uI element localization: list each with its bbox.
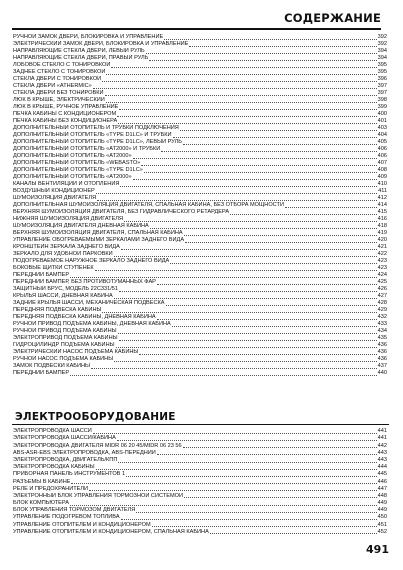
dot-leader xyxy=(89,490,377,491)
toc-entry[interactable] xyxy=(13,104,387,111)
dot-leader xyxy=(119,109,376,110)
toc-entry-title: НИЖНЯЯ ШУМОИЗОЛЯЦИЯ ДВИГАТЕЛЯ xyxy=(13,216,124,222)
toc-entry[interactable] xyxy=(13,34,387,41)
toc-entry[interactable] xyxy=(13,507,387,514)
toc-entry-page: 427 xyxy=(377,293,387,299)
toc-entry-title: ВОЗДУШНЫЙ КОНДИЦИОНЕР xyxy=(13,188,95,194)
toc-entry-page: 441 xyxy=(377,435,387,442)
toc-entry-page: 434 xyxy=(377,328,387,334)
dot-leader xyxy=(106,102,377,103)
dot-leader xyxy=(146,53,377,54)
toc-entry-title: РУЧНОЙ ПРИВОД ПОДЪЕМА КАБИНЫ, ДНЕВНАЯ КАБИНА xyxy=(13,321,171,327)
dot-leader xyxy=(116,347,377,348)
dot-leader xyxy=(133,158,377,159)
toc-entry-title: НАПРАВЛЯЮЩИЕ СТЕКЛА ДВЕРИ, ЛЕВЫЙ РУЛЬ xyxy=(13,48,145,54)
toc-entry-page: 400 xyxy=(377,111,387,117)
toc-entry-title: УПРАВЛЕНИЕ ОБОГРЕВАЕМЫМИ ЗЕРКАЛАМИ ЗАДНЕГО ВИДА xyxy=(13,237,185,243)
toc-entry-page: 446 xyxy=(377,478,387,485)
toc-entry-title: СТЕКЛА ДВЕРИ «ATHERMIC» xyxy=(13,83,92,89)
toc-entry-page: 392 xyxy=(377,34,387,40)
dot-leader xyxy=(133,179,377,180)
toc-entry-page: 401 xyxy=(377,118,387,124)
dot-leader xyxy=(230,214,377,215)
toc-entry-title: ВЕРХНЯЯ ШУМОИЗОЛЯЦИЯ ДВИГАТЕЛЯ, БЕЗ ГИДРАВЛИЧЕСКОГО РЕТАРДЕРА xyxy=(13,209,230,215)
dot-leader xyxy=(149,60,376,61)
toc-entry-page: 406 xyxy=(377,153,387,159)
toc-entry[interactable] xyxy=(13,464,387,471)
dot-leader xyxy=(157,454,377,455)
toc-entry[interactable] xyxy=(13,237,387,244)
toc-entry-page: 411 xyxy=(378,188,387,194)
section-title: ЭЛЕКТРООБОРУДОВАНИЕ xyxy=(15,411,176,423)
toc-entry-title: ПРИБОРНАЯ ПАНЕЛЬ ИНСТРУМЕНТОВ 1 xyxy=(13,471,126,478)
toc-entry-page: 436 xyxy=(377,349,387,355)
toc-entry-page: 399 xyxy=(377,104,387,110)
toc-entry-title: ЗАЩИТНЫЙ БРУС, МОДЕЛЬ 22С331/51 xyxy=(13,286,119,292)
toc-list xyxy=(13,34,387,377)
dot-leader xyxy=(114,298,377,299)
toc-entry[interactable] xyxy=(13,216,387,223)
toc-entry[interactable] xyxy=(13,230,387,237)
toc-entry-title: ПОДОГРЕВАЕМОЕ НАРУЖНОЕ ЗЕРКАЛО ЗАДНЕГО ВИДА xyxy=(13,258,170,264)
dot-leader xyxy=(184,497,377,498)
dot-leader xyxy=(117,440,377,441)
toc-entry-page: 416 xyxy=(377,216,387,222)
dot-leader xyxy=(70,277,377,278)
toc-entry-title: ДОПОЛНИТЕЛЬНЫЙ ОТОПИТЕЛЬ «TYPE D1LC» И ТРУБКИ xyxy=(13,132,172,138)
toc-entry-page: 397 xyxy=(377,90,387,96)
toc-entry[interactable] xyxy=(13,457,387,464)
toc-entry-page: 419 xyxy=(377,230,387,236)
section-toc-list xyxy=(13,428,387,536)
toc-entry[interactable] xyxy=(13,442,387,449)
toc-entry-page: 441 xyxy=(377,428,387,435)
toc-entry-page: 426 xyxy=(377,286,387,292)
dot-leader xyxy=(136,512,376,513)
dot-leader xyxy=(166,305,377,306)
dot-leader xyxy=(120,186,376,187)
toc-entry-title: ЭЛЕКТРОПРОВОДКА, ДВИГАТЕЛЬ/КПП xyxy=(13,456,118,463)
toc-entry-title: ЗАДНИЕ КРЫЛЬЯ ШАССИ, МЕХАНИЧЕСКАЯ ПОДВЕСКА xyxy=(13,300,165,306)
dot-leader xyxy=(119,291,377,292)
toc-entry-page: 440 xyxy=(377,370,387,376)
dot-leader xyxy=(121,249,377,250)
toc-entry[interactable] xyxy=(13,370,387,377)
toc-entry[interactable] xyxy=(13,55,387,62)
dot-leader xyxy=(97,200,377,201)
section-divider xyxy=(12,424,389,425)
dot-leader xyxy=(93,88,377,89)
dot-leader xyxy=(184,235,377,236)
toc-entry-title: НАПРАВЛЯЮЩИЕ СТЕКЛА ДВЕРИ, ПРАВЫЙ РУЛЬ xyxy=(13,55,149,61)
toc-entry-title: ЭЛЕКТРИЧЕСКИЙ ЗАМОК ДВЕРИ, БЛОКИРОВКА И УПРАВЛЕНИЕ xyxy=(13,41,189,47)
toc-entry[interactable] xyxy=(13,174,387,181)
toc-entry-page: 403 xyxy=(377,125,387,131)
toc-entry[interactable] xyxy=(13,265,387,272)
dot-leader xyxy=(121,519,377,520)
dot-leader xyxy=(114,256,377,257)
page-title: СОДЕРЖАНИЕ xyxy=(284,11,381,25)
dot-leader xyxy=(96,193,377,194)
dot-leader xyxy=(106,74,376,75)
toc-entry-page: 405 xyxy=(377,139,387,145)
toc-entry[interactable] xyxy=(13,139,387,146)
dot-leader xyxy=(117,116,377,117)
toc-entry-page: 425 xyxy=(377,279,387,285)
dot-leader xyxy=(150,228,377,229)
toc-entry-page: 421 xyxy=(377,244,387,250)
toc-entry-page: 412 xyxy=(377,195,387,201)
toc-entry-title: БЛОК УПРАВЛЕНИЯ ТОРМОЗОМ ДВИГАТЕЛЯ xyxy=(13,507,136,514)
toc-entry[interactable] xyxy=(13,48,387,55)
toc-entry[interactable] xyxy=(13,83,387,90)
toc-entry-page: 410 xyxy=(377,181,387,187)
dot-leader xyxy=(183,447,377,448)
toc-entry-title: ДОПОЛНИТЕЛЬНЫЙ ОТОПИТЕЛЬ «TYPE D1LC», ЛЕВЫЙ РУЛЬ xyxy=(13,139,182,145)
dot-leader xyxy=(183,144,377,145)
toc-entry-title: ЭЛЕКТРОПРОВОДКА КАБИНЫ xyxy=(13,464,95,471)
toc-entry-page: 414 xyxy=(377,202,387,208)
toc-entry[interactable] xyxy=(13,279,387,286)
toc-entry-page: 437 xyxy=(377,363,387,369)
toc-entry[interactable] xyxy=(13,188,387,195)
toc-entry-title: ЛЮК В КРЫШЕ, РУЧНОЕ УПРАВЛЕНИЕ xyxy=(13,104,119,110)
toc-entry-title: ЭЛЕКТРОПРИВОД ПОДЪЕМА КАБИНЫ xyxy=(13,335,118,341)
toc-entry[interactable] xyxy=(13,258,387,265)
dot-leader xyxy=(152,526,377,527)
toc-entry-page: 445 xyxy=(377,471,387,478)
toc-entry[interactable] xyxy=(13,244,387,251)
toc-entry[interactable] xyxy=(13,76,387,83)
toc-entry-page: 422 xyxy=(377,251,387,257)
toc-entry-title: ЛЮК В КРЫШЕ, ЭЛЕКТРИЧЕСКИЙ xyxy=(13,97,105,103)
dot-leader xyxy=(139,354,376,355)
toc-entry-title: ПЕЧКА КАБИНЫ БЕЗ КОНДИЦИОНЕРА xyxy=(13,118,118,124)
toc-entry[interactable] xyxy=(13,500,387,507)
toc-entry[interactable] xyxy=(13,202,387,209)
toc-entry-title: БОКОВЫЕ ЩИТКИ СТУПЕНЕК xyxy=(13,265,94,271)
toc-entry-page: 406 xyxy=(377,146,387,152)
dot-leader xyxy=(118,462,376,463)
toc-entry[interactable] xyxy=(13,428,387,435)
dot-leader xyxy=(157,284,377,285)
toc-entry-title: ABS-ASR-EBS ЭЛЕКТРОПРОВОДКА, ABS-ПЕРЕДНИЙ xyxy=(13,449,156,456)
dot-leader xyxy=(70,505,377,506)
toc-entry[interactable] xyxy=(13,209,387,216)
toc-entry-title: КАНАЛЫ ВЕНТИЛЯЦИИ И ОТОПЛЕНИЯ xyxy=(13,181,120,187)
toc-entry[interactable] xyxy=(13,478,387,485)
toc-entry-page: 423 xyxy=(377,258,387,264)
dot-leader xyxy=(119,340,377,341)
dot-leader xyxy=(71,483,376,484)
toc-entry-title: ЗАМОК ПОДВЕСКИ КАБИНЫ xyxy=(13,363,90,369)
dot-leader xyxy=(111,67,376,68)
toc-entry[interactable] xyxy=(13,111,387,118)
dot-leader xyxy=(91,368,377,369)
toc-entry-title: ДОПОЛНИТЕЛЬНАЯ ШУМОИЗОЛЯЦИЯ ДВИГАТЕЛЯ, СПАЛЬНАЯ КАБИНА, БЕЗ ОТБОРА МОЩНОСТИ xyxy=(13,202,284,208)
dot-leader xyxy=(70,375,377,376)
dot-leader xyxy=(170,263,376,264)
toc-entry-title: ПЕРЕДНИЙ БАМПЕР xyxy=(13,272,70,278)
page-number: 491 xyxy=(366,543,389,556)
dot-leader xyxy=(180,130,377,131)
dot-leader xyxy=(172,326,377,327)
toc-entry-page: 398 xyxy=(377,97,387,103)
toc-entry[interactable] xyxy=(13,195,387,202)
toc-entry-title: ДОПОЛНИТЕЛЬНЫЙ ОТОПИТЕЛЬ «TYPE D1LC» xyxy=(13,167,143,173)
toc-entry-page: 450 xyxy=(377,514,387,521)
toc-entry-page: 443 xyxy=(377,449,387,456)
toc-entry-title: ПЕРЕДНЯЯ ПОДВЕСКА КАБИНЫ, ДНЕВНАЯ КАБИНА xyxy=(13,314,156,320)
toc-entry[interactable] xyxy=(13,514,387,521)
dot-leader xyxy=(185,242,377,243)
toc-entry-page: 448 xyxy=(377,492,387,499)
toc-entry[interactable] xyxy=(13,307,387,314)
page-header xyxy=(0,8,395,28)
toc-entry-title: ДОПОЛНИТЕЛЬНЫЙ ОТОПИТЕЛЬ «AT2000» xyxy=(13,174,132,180)
toc-entry[interactable] xyxy=(13,300,387,307)
toc-entry-title: УПРАВЛЕНИЕ ОТОПИТЕЛЕМ И КОНДИЦИОНЕРОМ xyxy=(13,521,151,528)
toc-entry-page: 409 xyxy=(377,174,387,180)
toc-entry[interactable] xyxy=(13,335,387,342)
toc-entry[interactable] xyxy=(13,146,387,153)
toc-entry[interactable] xyxy=(13,69,387,76)
toc-entry[interactable] xyxy=(13,153,387,160)
toc-entry-title: ПЕРЕДНЯЯ ПОДВЕСКА КАБИНЫ xyxy=(13,307,102,313)
toc-entry-page: 444 xyxy=(377,464,387,471)
toc-entry-title: ЭЛЕКТРОПРОВОДКА ДВИГАТЕЛЯ MIDR 06 20 45/MIDR 06 23 56 xyxy=(13,442,182,449)
toc-entry-page: 392 xyxy=(377,41,387,47)
toc-entry-title: ЭЛЕКТРОПРОВОДКА ШАССИ/КАБИНА xyxy=(13,435,116,442)
dot-leader xyxy=(102,312,376,313)
dot-leader xyxy=(96,469,377,470)
dot-leader xyxy=(161,151,376,152)
toc-entry-title: ДОПОЛНИТЕЛЬНЫЙ ОТОПИТЕЛЬ «WEBASTO» xyxy=(13,160,141,166)
toc-entry-title: ШУМОИЗОЛЯЦИЯ ДВИГАТЕЛЯ xyxy=(13,195,97,201)
toc-entry[interactable] xyxy=(13,167,387,174)
dot-leader xyxy=(95,270,377,271)
toc-entry-title: ПЕЧКА КАБИНЫ С КОНДИЦИОНЕРОМ xyxy=(13,111,117,117)
toc-entry[interactable] xyxy=(13,321,387,328)
toc-entry[interactable] xyxy=(13,132,387,139)
toc-entry-title: РУЧНОЙ НАСОС ПОДЪЕМА КАБИНЫ xyxy=(13,356,114,362)
toc-entry-page: 449 xyxy=(377,500,387,507)
dot-leader xyxy=(285,207,377,208)
toc-entry-title: ШУМОИЗОЛЯЦИЯ ДВИГАТЕЛЯ ДНЕВНАЯ КАБИНА xyxy=(13,223,149,229)
toc-entry-title: ЭЛЕКТРИЧЕСКИЙ НАСОС ПОДЪЕМА КАБИНЫ xyxy=(13,349,139,355)
toc-entry[interactable] xyxy=(13,181,387,188)
toc-entry-page: 404 xyxy=(377,132,387,138)
toc-entry[interactable] xyxy=(13,272,387,279)
toc-entry-page: 394 xyxy=(377,48,387,54)
toc-entry[interactable] xyxy=(13,471,387,478)
toc-entry-page: 443 xyxy=(377,456,387,463)
dot-leader xyxy=(114,361,376,362)
toc-entry[interactable] xyxy=(13,62,387,69)
toc-entry-title: ПЕРЕДНИЙ БАМПЕР, БЕЗ ПРОТИВОТУМАННЫХ ФАР xyxy=(13,279,156,285)
toc-entry[interactable] xyxy=(13,125,387,132)
toc-entry-title: БЛОК КОМПЬЮТЕРА xyxy=(13,500,69,507)
toc-entry-title: ДОПОЛНИТЕЛЬНЫЙ ОТОПИТЕЛЬ «AT2000» И ТРУБКИ xyxy=(13,146,161,152)
toc-entry-page: 435 xyxy=(377,335,387,341)
dot-leader xyxy=(144,172,377,173)
dot-leader xyxy=(124,221,377,222)
toc-entry-page: 429 xyxy=(377,307,387,313)
dot-leader xyxy=(118,333,377,334)
toc-entry-title: РАЗЪЕМЫ В КАБИНЕ xyxy=(13,478,71,485)
toc-entry-title: КРЫЛЬЯ ШАССИ, ДНЕВНАЯ КАБИНА xyxy=(13,293,113,299)
dot-leader xyxy=(210,533,377,534)
toc-entry-title: ПЕРЕДНИЙ БАМПЕР xyxy=(13,370,70,376)
toc-entry-title: ГИДРОЦИЛИНДР ПОДЪЕМА КАБИНЫ xyxy=(13,342,115,348)
toc-entry-page: 395 xyxy=(377,62,387,68)
toc-entry-page: 394 xyxy=(377,55,387,61)
toc-entry[interactable] xyxy=(13,160,387,167)
dot-leader xyxy=(141,165,376,166)
toc-entry-page: 442 xyxy=(377,442,387,449)
toc-entry-page: 433 xyxy=(377,321,387,327)
toc-entry[interactable] xyxy=(13,97,387,104)
toc-entry-page: 418 xyxy=(377,223,387,229)
toc-entry-page: 420 xyxy=(377,237,387,243)
dot-leader xyxy=(164,39,376,40)
toc-entry-title: ЭЛЕКТРОННЫЙ БЛОК УПРАВЛЕНИЯ ТОРМОЗНОЙ СИСТЕМОЙ xyxy=(13,492,183,499)
toc-entry[interactable] xyxy=(13,521,387,528)
toc-entry[interactable] xyxy=(13,529,387,536)
toc-entry[interactable] xyxy=(13,286,387,293)
dot-leader xyxy=(102,81,376,82)
toc-entry[interactable] xyxy=(13,342,387,349)
dot-leader xyxy=(173,137,377,138)
dot-leader xyxy=(157,319,377,320)
toc-entry-page: 436 xyxy=(377,356,387,362)
toc-entry-page: 451 xyxy=(377,521,387,528)
dot-leader xyxy=(126,476,377,477)
toc-entry-page: 395 xyxy=(377,69,387,75)
toc-entry[interactable] xyxy=(13,349,387,356)
toc-entry-page: 447 xyxy=(377,485,387,492)
toc-entry-page: 415 xyxy=(377,209,387,215)
toc-entry[interactable] xyxy=(13,41,387,48)
toc-entry[interactable] xyxy=(13,223,387,230)
dot-leader xyxy=(93,433,377,434)
toc-entry-title: КРОНШТЕЙН ЗЕРКАЛА ЗАДНЕГО ВИДА xyxy=(13,244,120,250)
toc-entry-page: 428 xyxy=(377,300,387,306)
toc-entry[interactable] xyxy=(13,118,387,125)
dot-leader xyxy=(189,46,376,47)
toc-entry[interactable] xyxy=(13,251,387,258)
toc-entry[interactable] xyxy=(13,363,387,370)
toc-entry[interactable] xyxy=(13,486,387,493)
toc-entry-title: ЭЛЕКТРОПРОВОДКА ШАССИ xyxy=(13,428,92,435)
toc-entry-title: УПРАВЛЕНИЕ ПОДОГРЕВОМ ТОПЛИВА xyxy=(13,514,120,521)
toc-entry[interactable] xyxy=(13,450,387,457)
dot-leader xyxy=(105,95,377,96)
toc-entry-title: СТЕКЛА ДВЕРИ БЕЗ ТОНИРОВКИ xyxy=(13,90,104,96)
toc-entry-title: ЛОБОВОЕ СТЕКЛО С ТОНИРОВКОЙ xyxy=(13,62,111,68)
toc-entry-page: 424 xyxy=(377,272,387,278)
toc-entry-page: 396 xyxy=(377,76,387,82)
toc-entry-title: РЕЛЕ И ПРЕДОХРАНИТЕЛИ xyxy=(13,485,89,492)
toc-entry[interactable] xyxy=(13,90,387,97)
toc-entry[interactable] xyxy=(13,328,387,335)
toc-entry-page: 407 xyxy=(377,160,387,166)
toc-entry-page: 452 xyxy=(377,528,387,535)
toc-entry-title: ДОПОЛНИТЕЛЬНЫЙ ОТОПИТЕЛЬ «AT2000» xyxy=(13,153,132,159)
toc-entry[interactable] xyxy=(13,493,387,500)
toc-entry[interactable] xyxy=(13,435,387,442)
toc-entry-page: 436 xyxy=(377,342,387,348)
toc-entry-title: ДОПОЛНИТЕЛЬНЫЙ ОТОПИТЕЛЬ И ТРУБКИ ПОДКЛЮЧЕНИЯ xyxy=(13,125,179,131)
toc-entry-page: 423 xyxy=(377,265,387,271)
toc-entry[interactable] xyxy=(13,356,387,363)
toc-entry-title: УПРАВЛЕНИЕ ОТОПИТЕЛЕМ И КОНДИЦИОНЕРОМ, СПАЛЬНАЯ КАБИНА xyxy=(13,528,209,535)
toc-entry-page: 408 xyxy=(377,167,387,173)
toc-entry[interactable] xyxy=(13,293,387,300)
dot-leader xyxy=(118,123,376,124)
toc-entry-title: ЗЕРКАЛО ДЛЯ УДОБНОЙ ПАРКОВКИ xyxy=(13,251,113,257)
toc-entry-title: СТЕКЛА ДВЕРИ С ТОНИРОВКОЙ xyxy=(13,76,102,82)
toc-entry-title: РУЧНОЙ ПРИВОД ПОДЪЕМА КАБИНЫ xyxy=(13,328,117,334)
toc-entry-title: ВЕРХНЯЯ ШУМОИЗОЛЯЦИЯ ДВИГАТЕЛЯ, СПАЛЬНАЯ КАБИНА xyxy=(13,230,183,236)
toc-entry-page: 432 xyxy=(377,314,387,320)
toc-entry-page: 397 xyxy=(377,83,387,89)
toc-entry-title: ЗАДНЕЕ СТЕКЛО С ТОНИРОВКОЙ xyxy=(13,69,106,75)
toc-entry-page: 449 xyxy=(377,507,387,514)
toc-entry[interactable] xyxy=(13,314,387,321)
toc-entry-title: РУЧНОЙ ЗАМОК ДВЕРИ, БЛОКИРОВКА И УПРАВЛЕНИЕ xyxy=(13,34,164,40)
header-divider xyxy=(12,28,381,30)
